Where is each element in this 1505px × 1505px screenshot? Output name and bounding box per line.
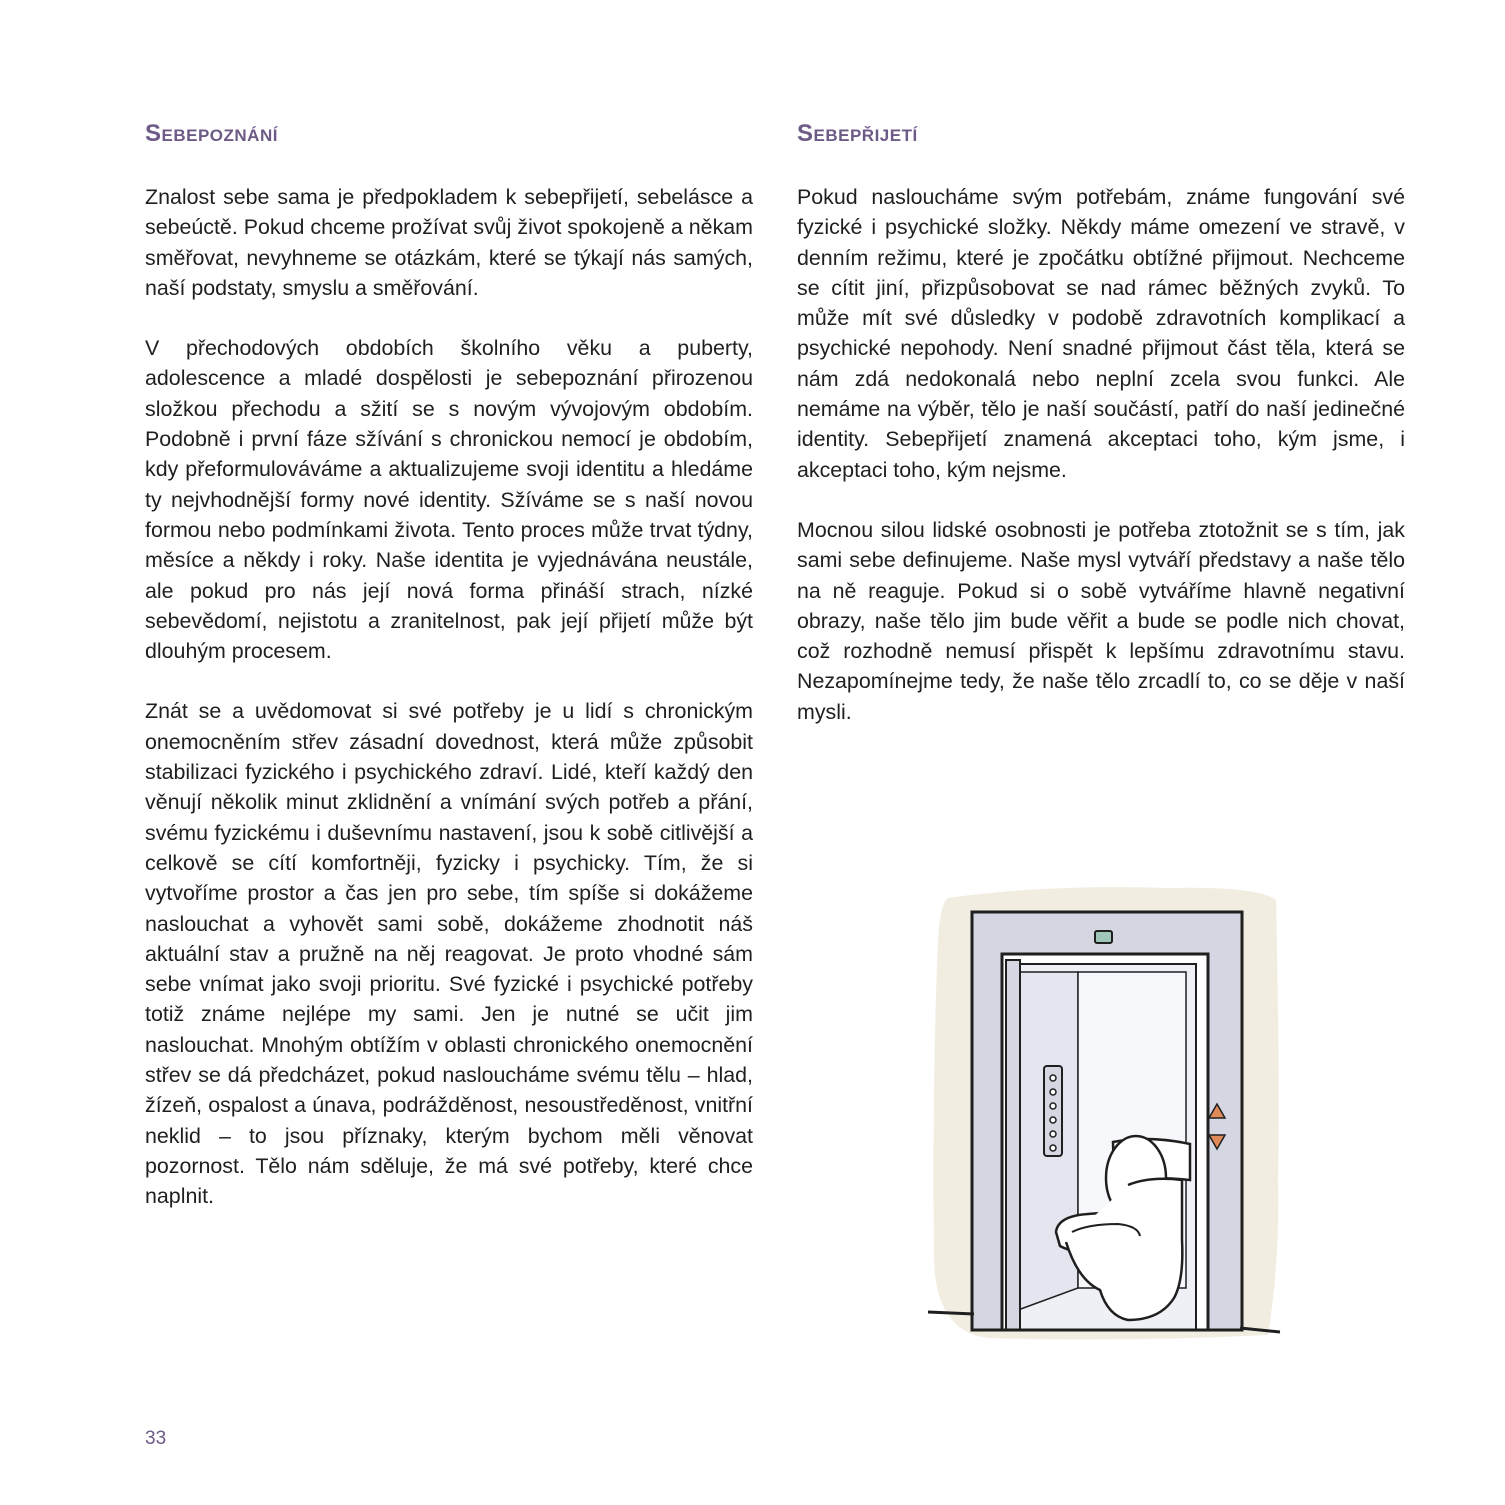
paragraph: Znalost sebe sama je předpokladem k sebepřijetí, sebelásce a sebeúctě. Pokud chceme prožívat svůj život spokojeně a někam směřovat, nevyhneme se otázkám, které se týkají nás samých, naší podstaty, smyslu a směřování. xyxy=(145,185,753,300)
paragraph: V přechodových obdobích školního věku a puberty, adolescence a mladé dospělosti je sebepoznání přirozenou složkou přechodu a sžití se s novým vývojovým obdobím. Podobně i první fáze sžívání s chronickou nemocí je obdobím, kdy přeformulováváme a aktualizujeme svoji identitu a hledáme ty nejvhodnější formy nové identity. Sžíváme se s naší novou formou nebo podmínkami života. Tento proces může trvat týdny, měsíce a někdy i roky. Naše identita je vyjednávána neustále, ale pokud pro nás její nová forma přináší strach, nízké sebevědomí, nejistotu a zranitelnost, pak její přijetí může být dlouhým procesem. xyxy=(145,336,753,664)
left-column xyxy=(145,118,753,1242)
page-number: 33 xyxy=(145,1428,167,1449)
paragraph: Znát se a uvědomovat si své potřeby je u lidí s chronickým onemocněním střev zásadní dovednost, která může způsobit stabilizaci fyzického i psychického zdraví. Lidé, kteří každý den věnují několik minut zklidnění a vnímání svých potřeb a přání, svému fyzickému i duševnímu nastavení, jsou k sobě citlivější a celkově se cítí komfortněji, fyzicky i psychicky. Tím, že si vytvoříme prostor a čas jen pro sebe, tím spíše si dokážeme naslouchat a vyhovět sami sobě, dokážeme zhodnotit náš aktuální stav a pružně na něj reagovat. Je proto vhodné sám sebe vnímat jako svoji prioritu. Své fyzické i psychické potřeby totiž známe nejlépe my sami. Jen je nutné se učit jim naslouchat. Mnohým obtížím v oblasti chronického onemocnění střev se dá předcházet, pokud nasloucháme svému tělu – hlad, žízeň, ospalost a únava, podrážděnost, nesoustředěnost, vnitřní neklid – to jsou příznaky, kterým bychom měli věnovat pozornost. Tělo nám sděluje, že má své potřeby, které chce naplnit. xyxy=(145,699,753,1209)
elevator-with-toilet-icon xyxy=(928,880,1283,1350)
paragraph: Pokud nasloucháme svým potřebám, známe fungování své fyzické i psychické složky. Někdy máme omezení ve stravě, v denním režimu, které je zpočátku obtížné přijmout. Nechceme se cítit jiní, přizpůsobovat se nad rámec běžných zvyků. To může mít své důsledky v podobě zdravotních komplikací a psychické nepohody. Není snadné přijmout část těla, která se nám zdá nedokonalá nebo neplní zcela svou funkci. Ale nemáme na výběr, tělo je naší součástí, patří do naší jedinečné identity. Sebepřijetí znamená akceptaci toho, kým jsme, i akceptaci toho, kým nejsme. xyxy=(797,185,1405,482)
section-heading-sebepoznani: Sebepoznání xyxy=(145,120,278,147)
paragraph: Mocnou silou lidské osobnosti je potřeba ztotožnit se s tím, jak sami sebe definujeme. Naše mysl vytváří představy a naše tělo na ně reaguje. Pokud si o sobě vytváříme hlavně negativní obrazy, naše tělo jim bude věřit a bude se podle nich chovat, což rozhodně nemusí přispět k lepšímu zdravotnímu stavu. Nezapomínejme tedy, že naše tělo zrcadlí to, co se děje v naší mysli. xyxy=(797,517,1405,724)
right-column xyxy=(797,118,1405,757)
section-heading-sebeprijeti: Sebepřijetí xyxy=(797,120,918,147)
